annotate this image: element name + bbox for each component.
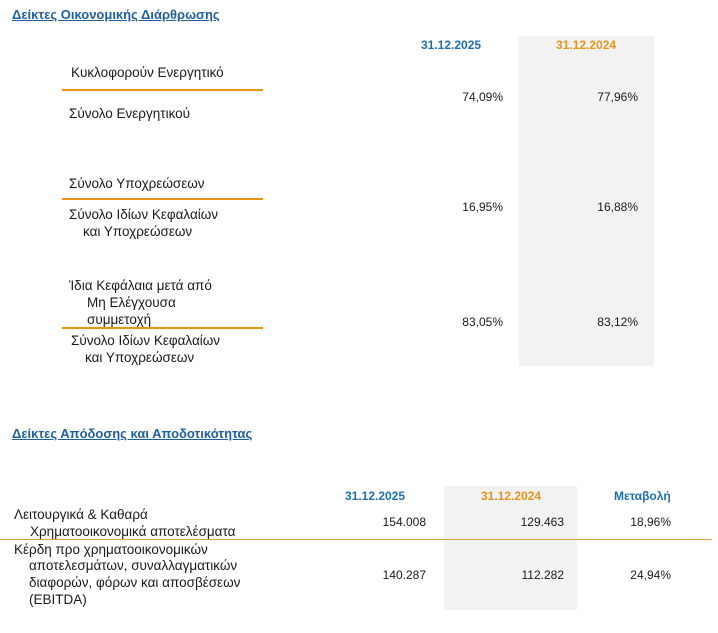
ratio3-denominator-line1: Σύνολο Ιδίων Κεφαλαίων [71,333,221,348]
perf-row2-label-line1: Κέρδη προ χρηματοοικονομικών [14,542,208,557]
performance-header-prior: 31.12.2024 [481,489,542,503]
ratio2-denominator-line1: Σύνολο Ιδίων Κεφαλαίων [69,207,219,222]
perf-row1-label-line1: Λειτουργικά & Καθαρά [14,507,148,522]
ratio3-current-value: 83,05% [462,315,503,329]
ratio3-numerator-line3: συμμετοχή [87,312,152,327]
ratio3-numerator-line2: Μη Ελέγχουσα [87,295,176,310]
ratio2-numerator: Σύνολο Υποχρεώσεων [69,176,205,191]
ratio3-prior-value: 83,12% [597,315,638,329]
perf-row1-current: 154.008 [382,515,426,529]
ratio1-current-value: 74,09% [462,90,503,104]
structure-header-prior: 31.12.2024 [556,38,617,52]
perf-row1-label-line2: Χρηματοοικονομικά αποτελέσματα [30,524,236,539]
performance-prior-column-shade [444,486,577,610]
performance-row-divider [0,539,712,540]
ratio2-fraction-line [62,198,263,200]
ratio2-prior-value: 16,88% [597,200,638,214]
perf-row1-change: 18,96% [630,515,671,529]
perf-row2-prior: 112.282 [521,568,564,582]
structure-header-current: 31.12.2025 [421,38,482,52]
ratio1-numerator: Κυκλοφορούν Ενεργητικό [71,65,224,80]
performance-section-title: Δείκτες Απόδοσης και Αποδοτικότητας [12,426,253,441]
ratio3-fraction-line [62,327,263,329]
perf-row2-label-line4: (EBITDA) [29,592,87,607]
structure-section-title: Δείκτες Οικονομικής Διάρθρωσης [12,7,220,22]
ratio1-fraction-line [62,89,263,91]
performance-header-current: 31.12.2025 [345,489,406,503]
ratio2-current-value: 16,95% [462,200,503,214]
perf-row2-label-line2: αποτελεσμάτων, συναλλαγματικών [29,558,238,573]
perf-row2-change: 24,94% [630,568,671,582]
ratio2-denominator-line2: και Υποχρεώσεων [83,224,193,239]
performance-header-change: Μεταβολή [614,489,671,503]
ratio1-denominator: Σύνολο Ενεργητικού [69,106,191,121]
ratio3-numerator-line1: Ίδια Κεφάλαια μετά από [69,278,212,293]
perf-row1-prior: 129.463 [520,515,564,529]
ratio1-prior-value: 77,96% [597,90,638,104]
perf-row2-label-line3: διαφορών, φόρων και αποσβέσεων [29,575,241,590]
perf-row2-current: 140.287 [382,568,426,582]
ratio3-denominator-line2: και Υποχρεώσεων [85,350,195,365]
